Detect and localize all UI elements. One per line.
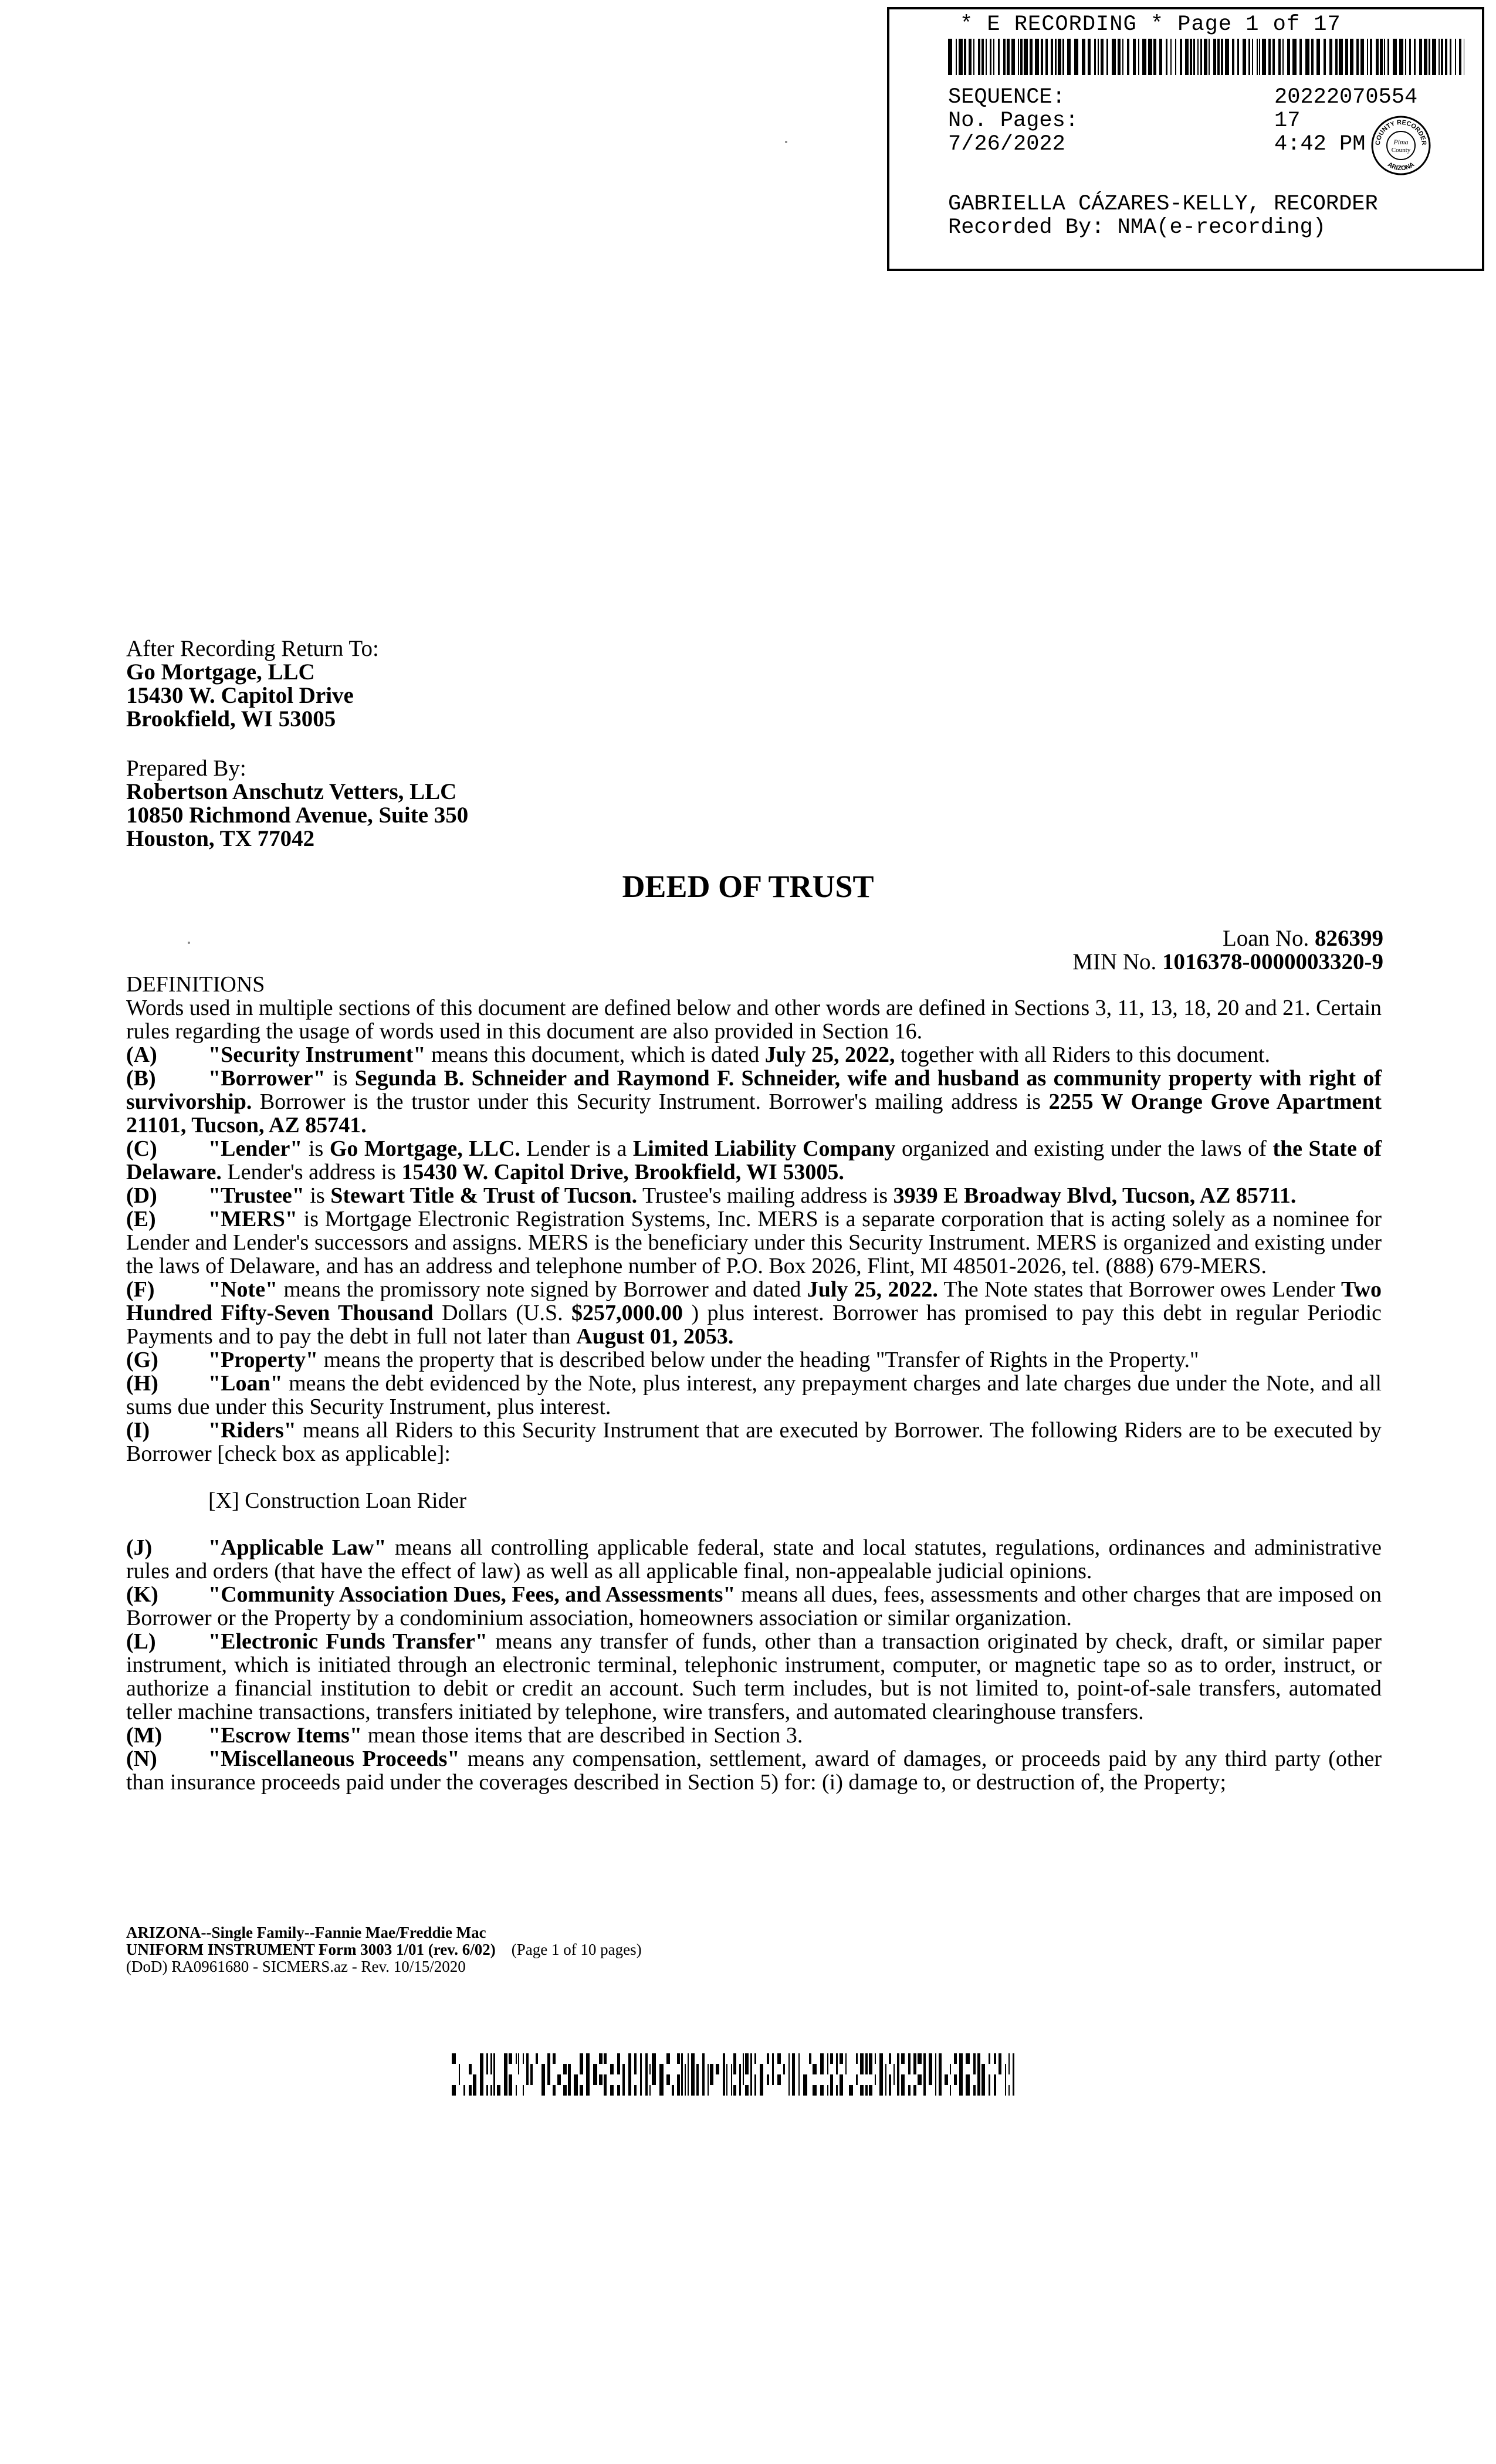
definition-n: (N) "Miscellaneous Proceeds" means any compensation, settlement, award of damages, or proceeds paid by any third party (other than insurance proceeds paid under the coverages described in Section 5) for: (i) damage to, or destruction of, the Property; — [126, 1747, 1382, 1795]
document-title: DEED OF TRUST — [622, 869, 874, 904]
loan-number — [1223, 927, 1383, 950]
min-label: MIN No. — [1072, 949, 1157, 974]
loan-value: 826399 — [1315, 926, 1383, 951]
return-to-line: Brookfield, WI 53005 — [126, 706, 336, 732]
footer-line: UNIFORM INSTRUMENT Form 3003 1/01 (rev. 6/02) (Page 1 of 10 pages) — [126, 1941, 642, 1958]
footer-line: (DoD) RA0961680 - SICMERS.az - Rev. 10/15/2020 — [126, 1958, 466, 1975]
pages-value: 17 — [1274, 109, 1301, 133]
definition-f: (F) "Note" means the promissory note signed by Borrower and dated July 25, 2022. The Note states that Borrower owes Lender Two Hundred Fifty-Seven Thousand Dollars (U.S. $257,000.00 ) plus interest. Borrower has promised to pay this debt in regular Periodic Payments and to pay the debt in full not later than August 01, 2053. — [126, 1277, 1382, 1349]
min-number — [1072, 950, 1383, 974]
definition-i: (I) "Riders" means all Riders to this Security Instrument that are executed by Borrower. The following Riders are to be executed by Borrower [check box as applicable]: — [126, 1418, 1382, 1466]
prepared-by-line: 10850 Richmond Avenue, Suite 350 — [126, 803, 469, 828]
definitions-intro: Words used in multiple sections of this document are defined below and other words are defined in Sections 3, 11, 13, 18, 20 and 21. Certain rules regarding the usage of words used in this document are also provided in Section 16. — [126, 996, 1382, 1044]
svg-text:COUNTY RECORDER: COUNTY RECORDER — [1374, 119, 1428, 146]
county-seal-icon — [1370, 115, 1431, 176]
definition-l: (L) "Electronic Funds Transfer" means any transfer of funds, other than a transaction originated by check, draft, or similar paper instrument, which is initiated through an electronic terminal, telephonic instrument, computer, or magnetic tape so as to order, instruct, or authorize a financial institution to debit or credit an account. Such term includes, but is not limited to, point-of-sale transfers, automated teller machine transactions, transfers initiated by telephone, wire transfers, and automated clearinghouse transfers. — [126, 1629, 1382, 1724]
definition-h: (H) "Loan" means the debt evidenced by the Note, plus interest, any prepayment charges and late charges due under the Note, and all sums due under this Security Instrument, plus interest. — [126, 1371, 1382, 1419]
construction-loan-rider-checkbox: [X] Construction Loan Rider — [208, 1488, 467, 1513]
form-footer — [126, 1924, 642, 1975]
return-to-line: Go Mortgage, LLC — [126, 659, 315, 685]
stamp-barcode — [948, 39, 1464, 75]
recording-date: 7/26/2022 — [948, 132, 1065, 157]
sequence-row — [948, 85, 1418, 110]
footer-line: ARIZONA--Single Family--Fannie Mae/Freddie Mac — [126, 1924, 486, 1941]
recording-stamp — [887, 7, 1484, 271]
definitions-body — [126, 973, 1382, 1794]
definition-g: (G) "Property" means the property that is described below under the heading "Transfer of Rights in the Property." — [126, 1348, 1199, 1372]
svg-text:County: County — [1391, 147, 1411, 154]
date-row — [948, 132, 1366, 157]
definition-a: (A) "Security Instrument" means this document, which is dated July 25, 2022, together with all Riders to this document. — [126, 1043, 1271, 1067]
definition-k: (K) "Community Association Dues, Fees, and Assessments" means all dues, fees, assessments and other charges that are imposed on Borrower or the Property by a condominium association, homeowners association or similar organization. — [126, 1582, 1382, 1630]
stamp-header: * E RECORDING * Page 1 of 17 — [960, 12, 1341, 37]
definition-c: (C) "Lender" is Go Mortgage, LLC. Lender is a Limited Liability Company organized and existing under the laws of the State of Delaware. Lender's address is 15430 W. Capitol Drive, Brookfield, WI 53005. — [126, 1136, 1382, 1184]
min-value: 1016378-0000003320-9 — [1162, 949, 1383, 974]
return-to-line: 15430 W. Capitol Drive — [126, 683, 354, 708]
recorder-name: GABRIELLA CÁZARES-KELLY, RECORDER — [948, 192, 1378, 216]
prepared-by-line: Robertson Anschutz Vetters, LLC — [126, 779, 457, 804]
prepared-by-block — [126, 757, 468, 851]
svg-text:Pima: Pima — [1393, 138, 1409, 146]
definition-b: (B) "Borrower" is Segunda B. Schneider and Raymond F. Schneider, wife and husband as community property with right of survivorship. Borrower is the trustor under this Security Instrument. Borrower's mailing address is 2255 W Orange Grove Apartment 21101, Tucson, AZ 85741. — [126, 1066, 1382, 1138]
definition-e: (E) "MERS" is Mortgage Electronic Registration Systems, Inc. MERS is a separate corporation that is acting solely as a nominee for Lender and Lender's successors and assigns. MERS is the beneficiary under this Security Instrument. MERS is organized and existing under the laws of Delaware, and has an address and telephone number of P.O. Box 2026, Flint, MI 48501-2026, tel. (888) 679-MERS. — [126, 1207, 1382, 1278]
recorded-by: Recorded By: NMA(e-recording) — [948, 215, 1326, 240]
scan-speck — [188, 942, 190, 944]
definition-d: (D) "Trustee" is Stewart Title & Trust of Tucson. Trustee's mailing address is 3939 E Broadway Blvd, Tucson, AZ 85711. — [126, 1183, 1297, 1208]
return-to-block — [126, 637, 379, 731]
recording-time: 4:42 PM — [1274, 132, 1366, 157]
prepared-by-label: Prepared By: — [126, 756, 246, 781]
pages-label: No. Pages: — [948, 109, 1079, 133]
definition-m: (M) "Escrow Items" mean those items that are described in Section 3. — [126, 1723, 803, 1748]
loan-label: Loan No. — [1222, 926, 1309, 951]
definitions-heading: DEFINITIONS — [126, 972, 265, 997]
sequence-value: 20222070554 — [1274, 85, 1418, 110]
prepared-by-line: Houston, TX 77042 — [126, 826, 315, 851]
pages-row — [948, 109, 1301, 133]
svg-text:ARIZONA: ARIZONA — [1386, 161, 1416, 172]
document-barcode — [452, 2053, 1015, 2096]
definition-j: (J) "Applicable Law" means all controlling applicable federal, state and local statutes, regulations, ordinances and administrative rules and orders (that have the effect of law) as well as all applicable final, non-appealable judicial opinions. — [126, 1535, 1382, 1583]
sequence-label: SEQUENCE: — [948, 85, 1065, 110]
return-to-label: After Recording Return To: — [126, 636, 379, 661]
scan-speck — [785, 141, 787, 143]
